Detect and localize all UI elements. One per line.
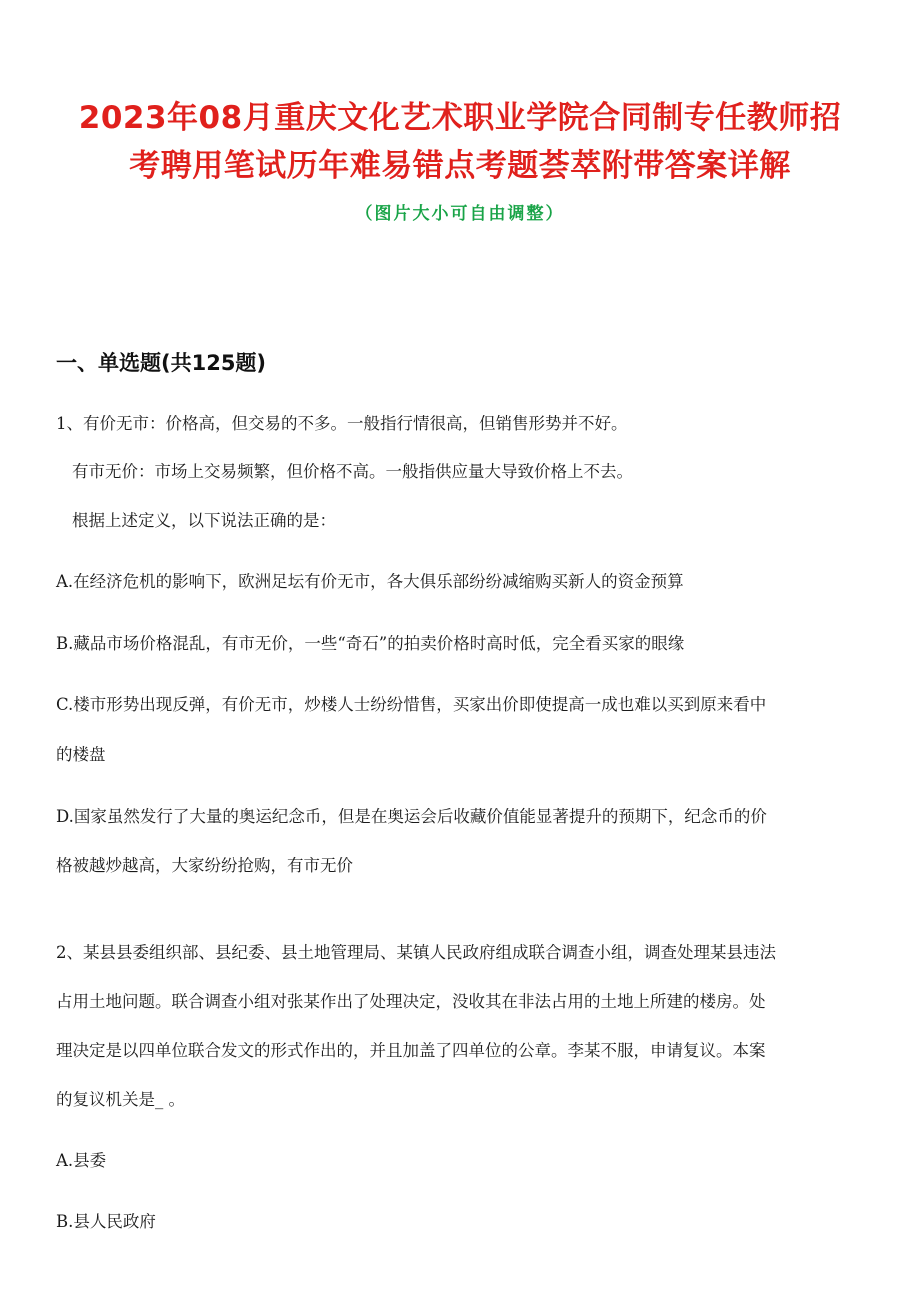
question-stem-line: 根据上述定义，以下说法正确的是： xyxy=(72,511,336,530)
option-c-continued: 的楼盘 xyxy=(56,745,106,764)
option-a: A.县委 xyxy=(56,1151,107,1170)
question-stem-line: 占用土地问题。联合调查小组对张某作出了处理决定，没收其在非法占用的土地上所建的楼房。处 xyxy=(56,992,766,1011)
option-d: D.国家虽然发行了大量的奥运纪念币，但是在奥运会后收藏价值能显著提升的预期下，纪念币的价 xyxy=(56,807,767,826)
option-b: B.藏品市场价格混乱，有市无价，一些“奇石”的拍卖价格时高时低，完全看买家的眼缘 xyxy=(56,634,685,653)
document-title-line-1: 2023年08月重庆文化艺术职业学院合同制专任教师招 xyxy=(78,100,842,136)
question-stem-line: 的复议机关是_ 。 xyxy=(56,1090,185,1109)
option-b: B.县人民政府 xyxy=(56,1212,156,1231)
section-heading: 一、单选题(共125题) xyxy=(56,351,267,375)
question-stem-line: 2、某县县委组织部、县纪委、县土地管理局、某镇人民政府组成联合调查小组，调查处理某县违法 xyxy=(56,943,776,962)
question-stem-line: 1、有价无市：价格高，但交易的不多。一般指行情很高，但销售形势并不好。 xyxy=(56,414,628,433)
document-subtitle: （图片大小可自由调整） xyxy=(355,204,565,224)
document-title-line-2: 考聘用笔试历年难易错点考题荟萃附带答案详解 xyxy=(129,148,791,184)
question-stem-line: 有市无价：市场上交易频繁，但价格不高。一般指供应量大导致价格上不去。 xyxy=(72,462,633,481)
question-stem-line: 理决定是以四单位联合发文的形式作出的，并且加盖了四单位的公章。李某不服，申请复议。本案 xyxy=(56,1041,766,1060)
option-c: C.楼市形势出现反弹，有价无市，炒楼人士纷纷惜售，买家出价即使提高一成也难以买到原来看中 xyxy=(56,695,767,714)
option-a: A.在经济危机的影响下，欧洲足坛有价无市，各大俱乐部纷纷减缩购买新人的资金预算 xyxy=(56,572,684,591)
option-d-continued: 格被越炒越高，大家纷纷抢购，有市无价 xyxy=(56,856,353,875)
